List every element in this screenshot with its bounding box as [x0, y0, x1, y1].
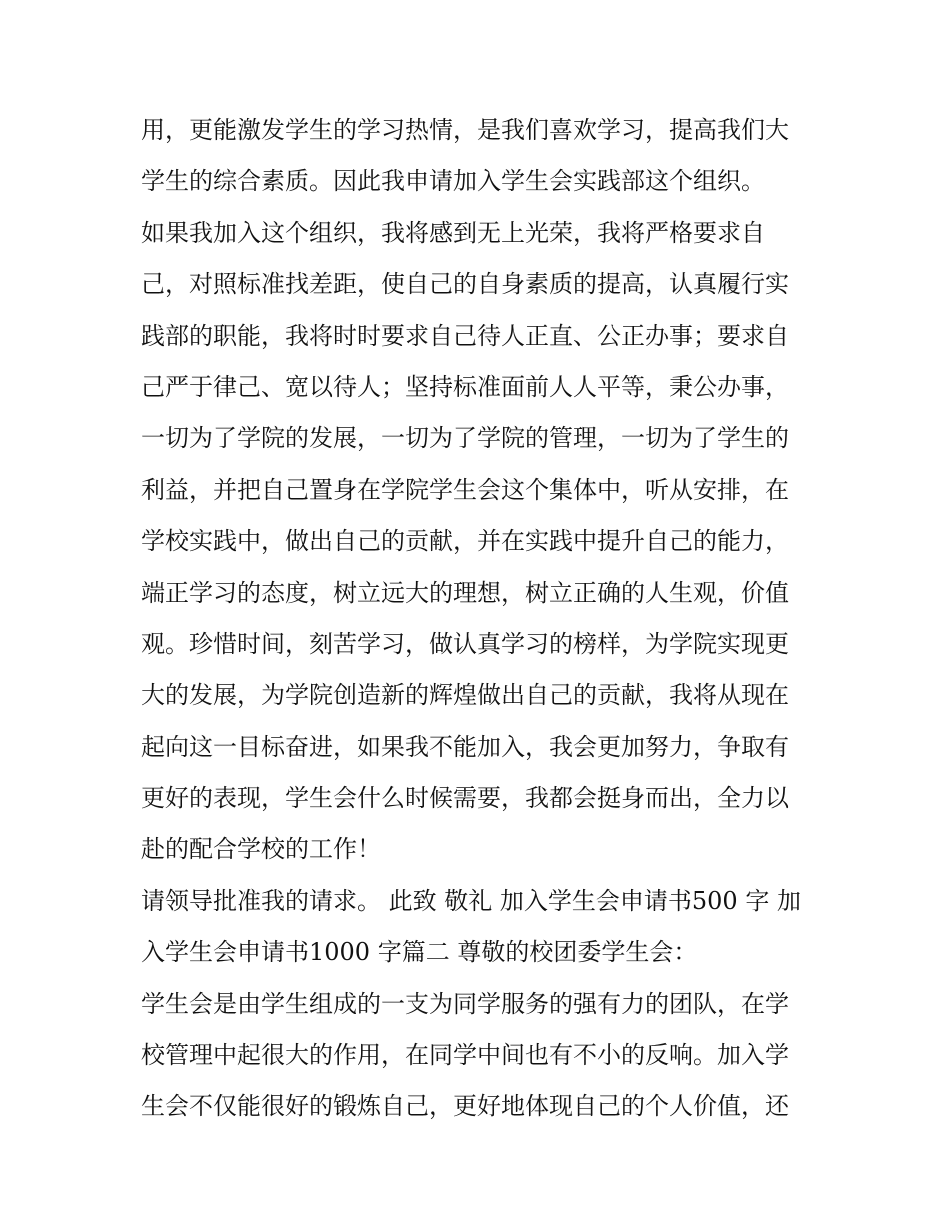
text-line: 观。珍惜时间，刻苦学习，做认真学习的榜样，为学院实现更	[141, 629, 789, 658]
text-line: 学生会是由学生组成的一支为同学服务的强有力的团队，在学	[141, 989, 789, 1018]
text-line: 学校实践中，做出自己的贡献，并在实践中提升自己的能力，	[141, 527, 789, 556]
text-line: 起向这一目标奋进，如果我不能加入，我会更加努力，争取有	[141, 732, 789, 761]
text-line: 入学生会申请书1000 字篇二 尊敬的校团委学生会：	[141, 938, 698, 967]
text-line: 更好的表现，学生会什么时候需要，我都会挺身而出，全力以	[141, 784, 789, 813]
text-line: 利益，并把自己置身在学院学生会这个集体中，听从安排，在	[141, 475, 789, 504]
text-line: 请领导批准我的请求。 此致 敬礼 加入学生会申请书500 字 加	[141, 886, 801, 915]
text-line: 校管理中起很大的作用，在同学中间也有不小的反响。加入学	[141, 1041, 789, 1070]
text-line: 用，更能激发学生的学习热情，是我们喜欢学习，提高我们大	[141, 116, 789, 144]
text-line: 大的发展，为学院创造新的辉煌做出自己的贡献，我将从现在	[141, 681, 789, 710]
text-line: 己，对照标准找差距，使自己的自身素质的提高，认真履行实	[141, 270, 789, 299]
text-line: 端正学习的态度，树立远大的理想，树立正确的人生观，价值	[141, 578, 789, 607]
document-body	[141, 110, 821, 1138]
text-line: 己严于律己、宽以待人；坚持标准面前人人平等，秉公办事，	[141, 372, 789, 401]
text-line: 如果我加入这个组织，我将感到无上光荣，我将严格要求自	[141, 218, 765, 247]
text-line: 赴的配合学校的工作！	[141, 835, 381, 864]
text-line: 生会不仅能很好的锻炼自己，更好地体现自己的个人价值，还	[141, 1092, 789, 1121]
text-line: 一切为了学院的发展，一切为了学院的管理，一切为了学生的	[141, 424, 789, 453]
text-line: 学生的综合素质。因此我申请加入学生会实践部这个组织。	[141, 167, 765, 196]
text-line: 践部的职能，我将时时要求自己待人正直、公正办事；要求自	[141, 321, 789, 350]
